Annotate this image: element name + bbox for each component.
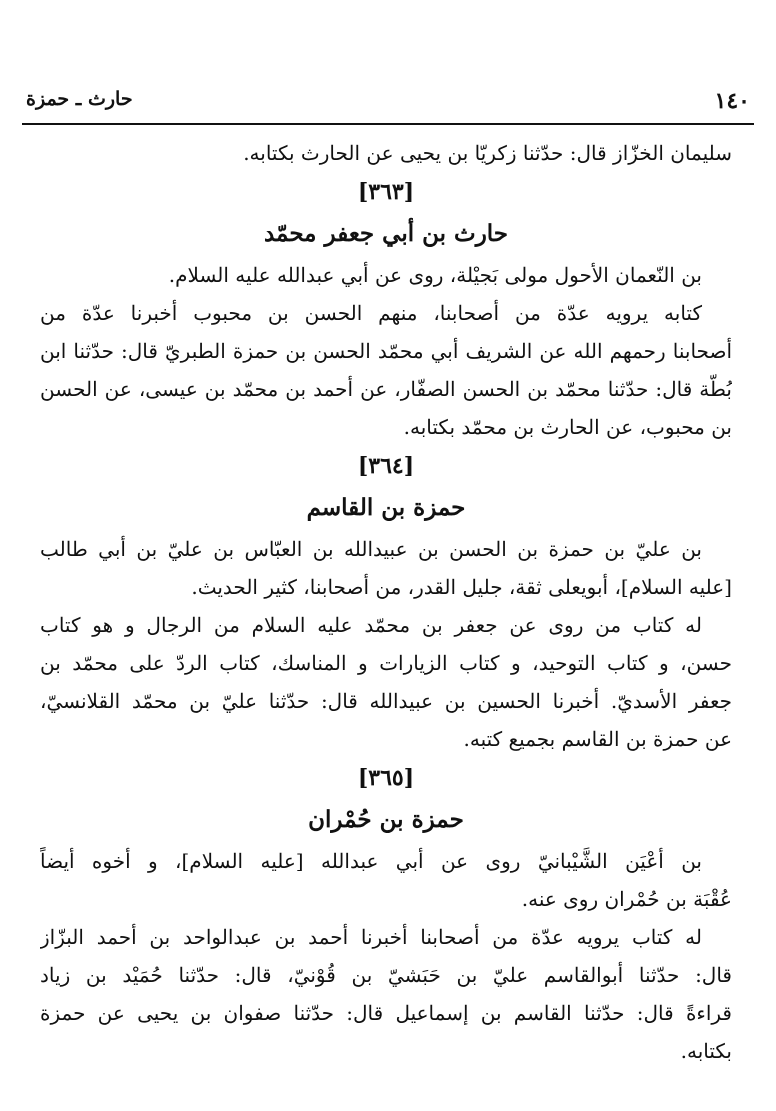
entry-number: [٣٦٣] [357, 179, 415, 205]
page-body [40, 134, 732, 1070]
text-line: بن النّعمان الأحول مولى بَجيْلة، روى عن أبي عبدالله عليه السلام. [168, 263, 702, 287]
entry-number: [٣٦٤] [357, 453, 415, 479]
text-line: بن محبوب، عن الحارث بن محمّد بكتابه. [403, 415, 732, 439]
text-line: حسن، و كتاب التوحيد، و كتاب الزيارات و المناسك، كتاب الردّ على محمّد بن [40, 651, 732, 675]
text-line: أصحابنا رحمهم الله عن الشريف أبي محمّد الحسن بن حمزة الطبريّ قال: حدّثنا ابن [40, 339, 732, 363]
entry-title: حارث بن أبي جعفر محمّد [263, 220, 509, 247]
text-line: قراءةً قال: حدّثنا القاسم بن إسماعيل قال: حدّثنا صفوان بن يحيى عن حمزة [40, 1001, 732, 1025]
text-line: [عليه السلام]، أبويعلى ثقة، جليل القدر، من أصحابنا، كثير الحديث. [191, 575, 732, 599]
text-line: له كتاب يرويه عدّة من أصحابنا أخبرنا أحمد بن عبدالواحد بن أحمد البزّاز [40, 925, 702, 949]
text-line: سليمان الخزّاز قال: حدّثنا زكريّا بن يحيى عن الحارث بكتابه. [243, 141, 732, 165]
text-line: جعفر الأسديّ. أخبرنا الحسين بن عبيدالله قال: حدّثنا عليّ بن محمّد القلانسيّ، [40, 689, 732, 713]
text-line: بكتابه. [680, 1039, 732, 1063]
page-number: ١٤٠ [714, 88, 750, 114]
entry-title: حمزة بن حُمْران [308, 806, 464, 833]
text-line: بن أعْيَن الشَّيْبانيّ روى عن أبي عبدالله [عليه السلام]، و أخوه أيضاً [40, 849, 702, 873]
entry-number: [٣٦٥] [357, 765, 415, 791]
text-line: بن عليّ بن حمزة بن الحسن بن عبيدالله بن العبّاس بن عليّ بن أبي طالب [40, 537, 702, 561]
text-line: عن حمزة بن القاسم بجميع كتبه. [463, 727, 732, 751]
text-line: بُطّة قال: حدّثنا محمّد بن الحسن الصفّار، عن أحمد بن محمّد بن عيسى، عن الحسن [40, 377, 732, 401]
text-line: كتابه يرويه عدّة من أصحابنا، منهم الحسن بن محبوب أخبرنا عدّة من [40, 301, 702, 325]
running-title: حارث ـ حمزة [26, 88, 133, 110]
text-line: له كتاب من روى عن جعفر بن محمّد عليه السلام من الرجال و هو كتاب [40, 613, 702, 637]
header-rule [22, 123, 754, 125]
entry-title: حمزة بن القاسم [306, 494, 466, 521]
text-line: عُقْبَة بن حُمْران روى عنه. [521, 887, 732, 911]
text-line: قال: حدّثنا أبوالقاسم عليّ بن حَبَشيّ بن قُوْنيّ، قال: حدّثنا حُمَيْد بن زياد [40, 963, 732, 987]
